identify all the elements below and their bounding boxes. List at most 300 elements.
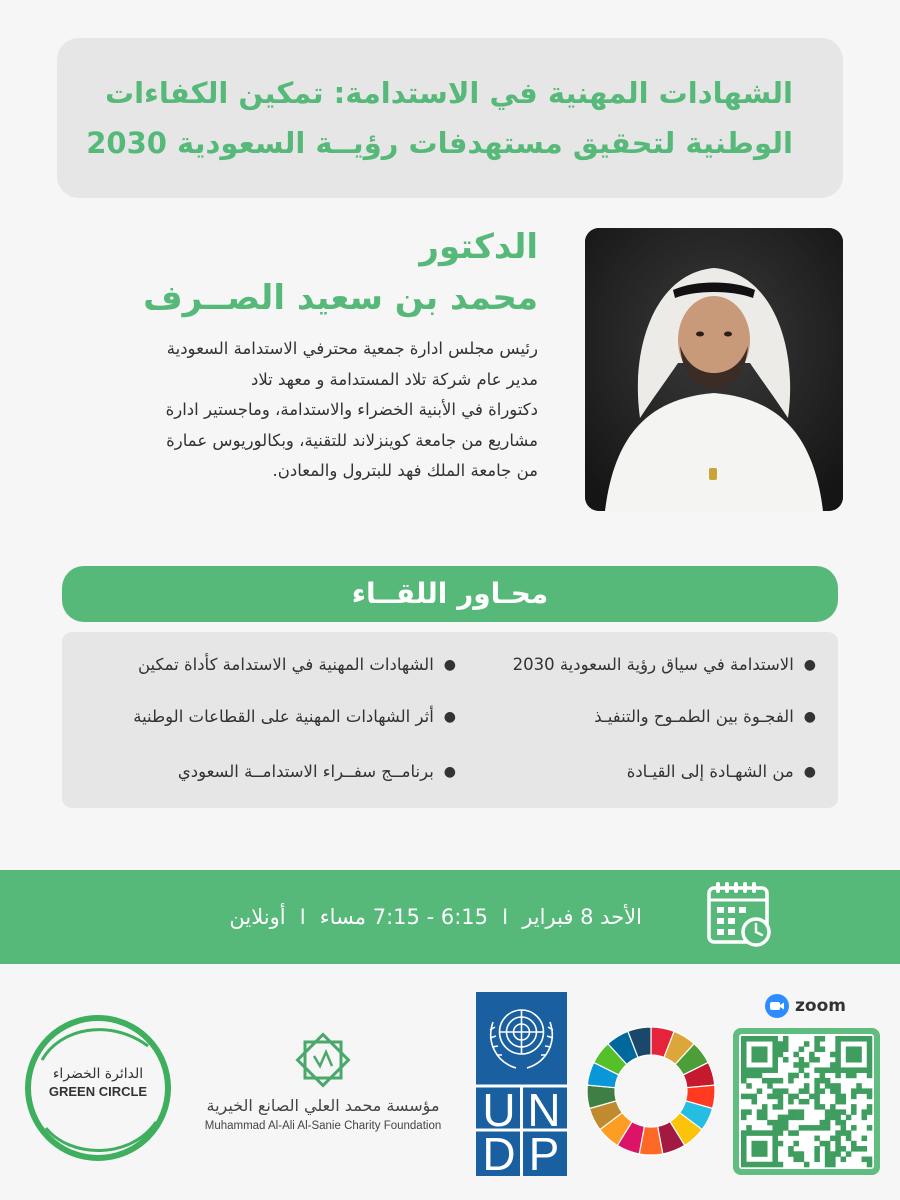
qr-code-icon (733, 1028, 880, 1175)
qr-module (767, 1120, 773, 1126)
qr-module (741, 1115, 747, 1121)
qr-module (778, 1104, 784, 1110)
qr-module (741, 1067, 747, 1073)
qr-module (835, 1073, 841, 1079)
qr-module (830, 1151, 836, 1157)
qr-module (772, 1052, 778, 1058)
qr-module (772, 1146, 778, 1152)
qr-module (820, 1078, 826, 1084)
qr-module (751, 1141, 757, 1147)
qr-module (856, 1067, 862, 1073)
qr-module (809, 1094, 815, 1100)
qr-module (757, 1146, 763, 1152)
qr-module (757, 1130, 763, 1136)
qr-module (835, 1067, 841, 1073)
bullet-icon: ● (443, 656, 456, 673)
qr-module (788, 1151, 794, 1157)
qr-module (851, 1109, 857, 1115)
qr-module (783, 1057, 789, 1063)
topic-item (178, 762, 456, 781)
qr-module (804, 1062, 810, 1068)
topic-item (627, 762, 816, 781)
qr-module (820, 1141, 826, 1147)
qr-module (820, 1104, 826, 1110)
qr-module (767, 1130, 773, 1136)
qr-module (825, 1120, 831, 1126)
qr-module (814, 1046, 820, 1052)
qr-module (867, 1162, 873, 1168)
foundation-emblem-icon (192, 1030, 454, 1094)
bullet-icon: ● (443, 763, 456, 780)
qr-module (825, 1151, 831, 1157)
qr-module (746, 1067, 752, 1073)
qr-module (799, 1151, 805, 1157)
qr-module (741, 1046, 747, 1052)
qr-module (788, 1094, 794, 1100)
qr-module (778, 1125, 784, 1131)
qr-module (856, 1057, 862, 1063)
qr-module (772, 1125, 778, 1131)
qr-module (741, 1052, 747, 1058)
qr-module (762, 1046, 768, 1052)
qr-module (804, 1162, 810, 1168)
qr-module (778, 1052, 784, 1058)
qr-module (751, 1146, 757, 1152)
qr-module (746, 1125, 752, 1131)
qr-module (825, 1109, 831, 1115)
qr-module (830, 1104, 836, 1110)
qr-module (741, 1141, 747, 1147)
qr-module (793, 1115, 799, 1121)
qr-module (814, 1099, 820, 1105)
qr-module (809, 1125, 815, 1131)
zoom-icon (765, 994, 789, 1018)
qr-module (751, 1036, 757, 1042)
undp-grid-icon (476, 992, 567, 1180)
qr-module (835, 1115, 841, 1121)
qr-module (799, 1088, 805, 1094)
qr-module (757, 1088, 763, 1094)
speaker-bio (68, 334, 538, 487)
qr-module (851, 1073, 857, 1079)
qr-module (809, 1057, 815, 1063)
qr-module (820, 1088, 826, 1094)
qr-module (757, 1151, 763, 1157)
qr-module (762, 1104, 768, 1110)
qr-module (783, 1125, 789, 1131)
qr-module (856, 1052, 862, 1058)
topic-label: برنامــج سفــراء الاستدامــة السعودي (177, 762, 434, 781)
qr-module (814, 1088, 820, 1094)
qr-module (762, 1141, 768, 1147)
qr-module (767, 1094, 773, 1100)
qr-module (830, 1162, 836, 1168)
qr-module (862, 1067, 868, 1073)
qr-module (851, 1141, 857, 1147)
qr-module (867, 1094, 873, 1100)
qr-module (851, 1146, 857, 1152)
qr-module (867, 1088, 873, 1094)
qr-module (841, 1157, 847, 1163)
calendar-icon (706, 880, 772, 950)
qr-module (741, 1062, 747, 1068)
qr-module (772, 1036, 778, 1042)
qr-module (835, 1130, 841, 1136)
qr-module (757, 1141, 763, 1147)
qr-module (799, 1062, 805, 1068)
qr-module (767, 1067, 773, 1073)
qr-module (799, 1115, 805, 1121)
qr-module (762, 1151, 768, 1157)
undp-letter: N (527, 1084, 561, 1136)
undp-letter: P (528, 1128, 560, 1180)
qr-module (825, 1067, 831, 1073)
qr-module (783, 1115, 789, 1121)
qr-module (772, 1057, 778, 1063)
event-date: الأحد 8 فبراير (522, 905, 642, 929)
qr-module (772, 1067, 778, 1073)
qr-module (867, 1104, 873, 1110)
qr-module (804, 1099, 810, 1105)
qr-module (841, 1120, 847, 1126)
qr-module (830, 1088, 836, 1094)
qr-code[interactable] (733, 1028, 880, 1175)
qr-module (741, 1078, 747, 1084)
qr-module (772, 1130, 778, 1136)
qr-module (778, 1130, 784, 1136)
qr-module (751, 1162, 757, 1168)
topic-item (513, 655, 816, 674)
qr-module (846, 1036, 852, 1042)
qr-module (846, 1115, 852, 1121)
topics-header: محـاور اللقــاء (62, 566, 838, 622)
qr-module (767, 1083, 773, 1089)
qr-module (757, 1073, 763, 1079)
qr-module (757, 1057, 763, 1063)
qr-module (841, 1099, 847, 1105)
qr-module (862, 1146, 868, 1152)
speaker-portrait-icon (585, 228, 843, 511)
qr-module (846, 1136, 852, 1142)
qr-module (856, 1083, 862, 1089)
qr-module (746, 1094, 752, 1100)
qr-module (841, 1130, 847, 1136)
speaker-name: محمد بن سعيد الصــرف (143, 278, 538, 318)
green-circle-arabic: الدائرة الخضراء (52, 1066, 144, 1082)
undp-letter: U (482, 1084, 516, 1136)
qr-module (757, 1067, 763, 1073)
qr-module (783, 1088, 789, 1094)
qr-module (804, 1041, 810, 1047)
qr-module (772, 1062, 778, 1068)
zoom-label: zoom (795, 996, 846, 1016)
qr-module (751, 1130, 757, 1136)
qr-module (830, 1115, 836, 1121)
qr-module (746, 1036, 752, 1042)
qr-module (867, 1125, 873, 1131)
qr-module (778, 1041, 784, 1047)
qr-module (799, 1099, 805, 1105)
bio-line: مشاريع من جامعة كوينزلاند للتقنية، وبكالوريوس عمارة (166, 430, 538, 450)
qr-module (846, 1130, 852, 1136)
event-time: 6:15 - 7:15 مساء (319, 905, 489, 929)
qr-module (851, 1125, 857, 1131)
qr-module (762, 1036, 768, 1042)
speaker-title: الدكتور (419, 227, 538, 267)
qr-module (830, 1067, 836, 1073)
qr-module (835, 1036, 841, 1042)
qr-module (772, 1141, 778, 1147)
qr-module (751, 1057, 757, 1063)
topics-box (62, 632, 838, 808)
qr-module (751, 1151, 757, 1157)
qr-module (814, 1125, 820, 1131)
qr-module (814, 1036, 820, 1042)
qr-module (835, 1046, 841, 1052)
bio-line: من جامعة الملك فهد للبترول والمعادن. (272, 461, 538, 480)
qr-module (835, 1141, 841, 1147)
qr-module (835, 1136, 841, 1142)
zoom-logo (765, 994, 846, 1018)
qr-module (862, 1115, 868, 1121)
qr-module (809, 1052, 815, 1058)
qr-module (762, 1057, 768, 1063)
qr-module (746, 1130, 752, 1136)
qr-module (741, 1130, 747, 1136)
qr-module (835, 1120, 841, 1126)
qr-module (846, 1073, 852, 1079)
qr-module (757, 1052, 763, 1058)
qr-module (814, 1041, 820, 1047)
qr-module (814, 1057, 820, 1063)
qr-module (867, 1073, 873, 1079)
qr-module (835, 1083, 841, 1089)
qr-module (825, 1078, 831, 1084)
qr-module (846, 1151, 852, 1157)
qr-module (835, 1094, 841, 1100)
qr-module (772, 1078, 778, 1084)
topic-label: الشهادات المهنية في الاستدامة كأداة تمكين (137, 655, 434, 674)
qr-module (783, 1046, 789, 1052)
qr-module (741, 1057, 747, 1063)
qr-module (741, 1094, 747, 1100)
qr-module (762, 1052, 768, 1058)
topic-item (138, 655, 456, 674)
qr-module (835, 1099, 841, 1105)
qr-module (830, 1052, 836, 1058)
separator: I (502, 905, 509, 929)
qr-module (846, 1046, 852, 1052)
qr-module (778, 1162, 784, 1168)
bio-line: رئيس مجلس ادارة جمعية محترفي الاستدامة السعودية (166, 339, 538, 358)
qr-module (835, 1146, 841, 1152)
qr-module (799, 1125, 805, 1131)
qr-module (825, 1141, 831, 1147)
qr-module (778, 1141, 784, 1147)
qr-module (841, 1125, 847, 1131)
qr-module (767, 1036, 773, 1042)
event-mode: أونلاين (229, 905, 286, 929)
qr-module (835, 1062, 841, 1068)
qr-module (851, 1057, 857, 1063)
qr-module (804, 1083, 810, 1089)
qr-module (767, 1078, 773, 1084)
qr-module (772, 1088, 778, 1094)
qr-module (825, 1162, 831, 1168)
qr-module (788, 1078, 794, 1084)
qr-module (793, 1062, 799, 1068)
qr-module (867, 1157, 873, 1163)
bullet-icon: ● (803, 708, 816, 725)
qr-module (867, 1046, 873, 1052)
qr-module (799, 1157, 805, 1163)
qr-module (741, 1073, 747, 1079)
qr-module (846, 1052, 852, 1058)
topic-label: من الشهـادة إلى القيـادة (626, 762, 794, 781)
qr-module (820, 1073, 826, 1079)
qr-module (746, 1083, 752, 1089)
qr-module (788, 1130, 794, 1136)
qr-module (793, 1094, 799, 1100)
qr-module (825, 1157, 831, 1163)
qr-module (835, 1151, 841, 1157)
qr-module (772, 1120, 778, 1126)
qr-module (830, 1136, 836, 1142)
qr-module (856, 1036, 862, 1042)
qr-module (820, 1125, 826, 1131)
qr-module (751, 1073, 757, 1079)
qr-module (741, 1041, 747, 1047)
qr-module (793, 1141, 799, 1147)
qr-module (851, 1052, 857, 1058)
qr-module (793, 1157, 799, 1163)
qr-module (793, 1109, 799, 1115)
topic-item (133, 707, 456, 726)
qr-module (772, 1162, 778, 1168)
qr-module (856, 1046, 862, 1052)
qr-module (772, 1104, 778, 1110)
qr-module (762, 1162, 768, 1168)
qr-module (804, 1125, 810, 1131)
qr-module (814, 1151, 820, 1157)
qr-module (741, 1157, 747, 1163)
qr-module (856, 1088, 862, 1094)
qr-module (783, 1041, 789, 1047)
qr-module (799, 1057, 805, 1063)
qr-module (778, 1046, 784, 1052)
qr-module (762, 1146, 768, 1152)
qr-module (820, 1067, 826, 1073)
qr-module (762, 1115, 768, 1121)
bullet-icon: ● (443, 708, 456, 725)
qr-module (830, 1083, 836, 1089)
qr-module (835, 1057, 841, 1063)
qr-module (757, 1046, 763, 1052)
qr-module (820, 1046, 826, 1052)
qr-module (741, 1151, 747, 1157)
topic-label: أثر الشهادات المهنية على القطاعات الوطنية (133, 707, 434, 726)
qr-module (814, 1067, 820, 1073)
qr-module (851, 1046, 857, 1052)
qr-module (757, 1109, 763, 1115)
qr-module (783, 1120, 789, 1126)
qr-module (862, 1088, 868, 1094)
qr-module (867, 1067, 873, 1073)
topic-item (594, 707, 816, 726)
qr-module (835, 1088, 841, 1094)
qr-module (835, 1052, 841, 1058)
qr-module (788, 1099, 794, 1105)
qr-module (804, 1088, 810, 1094)
qr-module (767, 1162, 773, 1168)
qr-module (751, 1067, 757, 1073)
qr-module (814, 1083, 820, 1089)
qr-module (772, 1041, 778, 1047)
undp-logo (476, 992, 567, 1180)
qr-module (772, 1151, 778, 1157)
qr-module (746, 1162, 752, 1168)
qr-module (814, 1157, 820, 1163)
qr-module (799, 1109, 805, 1115)
foundation-name-english: Muhammad Al-Ali Al-Sanie Charity Foundation (204, 1120, 442, 1132)
qr-module (856, 1146, 862, 1152)
qr-module (830, 1109, 836, 1115)
bio-line: مدير عام شركة تلاد المستدامة و معهد تلاد (250, 369, 538, 389)
qr-module (772, 1136, 778, 1142)
qr-module (867, 1062, 873, 1068)
sdg-wheel-icon (585, 1025, 717, 1157)
title-box (57, 38, 843, 198)
qr-module (820, 1036, 826, 1042)
qr-module (746, 1109, 752, 1115)
qr-module (851, 1036, 857, 1042)
qr-module (778, 1088, 784, 1094)
qr-module (762, 1078, 768, 1084)
qr-module (846, 1067, 852, 1073)
qr-module (751, 1094, 757, 1100)
qr-module (751, 1046, 757, 1052)
qr-module (841, 1036, 847, 1042)
foundation-name-arabic: مؤسسة محمد العلي الصانع الخيرية (206, 1096, 440, 1115)
qr-module (793, 1073, 799, 1079)
qr-module (862, 1136, 868, 1142)
qr-module (793, 1052, 799, 1058)
qr-module (741, 1109, 747, 1115)
qr-module (846, 1057, 852, 1063)
qr-module (862, 1157, 868, 1163)
qr-module (788, 1146, 794, 1152)
qr-module (741, 1146, 747, 1152)
qr-module (841, 1109, 847, 1115)
qr-module (814, 1136, 820, 1142)
speaker-photo (585, 228, 843, 511)
qr-module (741, 1162, 747, 1168)
qr-module (867, 1109, 873, 1115)
qr-module (825, 1146, 831, 1152)
qr-module (830, 1157, 836, 1163)
qr-module (746, 1073, 752, 1079)
bullet-icon: ● (803, 656, 816, 673)
qr-module (814, 1094, 820, 1100)
qr-module (841, 1094, 847, 1100)
qr-module (741, 1136, 747, 1142)
bullet-icon: ● (803, 763, 816, 780)
qr-module (814, 1078, 820, 1084)
qr-module (835, 1041, 841, 1047)
qr-module (772, 1046, 778, 1052)
qr-module (862, 1109, 868, 1115)
event-details (229, 870, 642, 964)
